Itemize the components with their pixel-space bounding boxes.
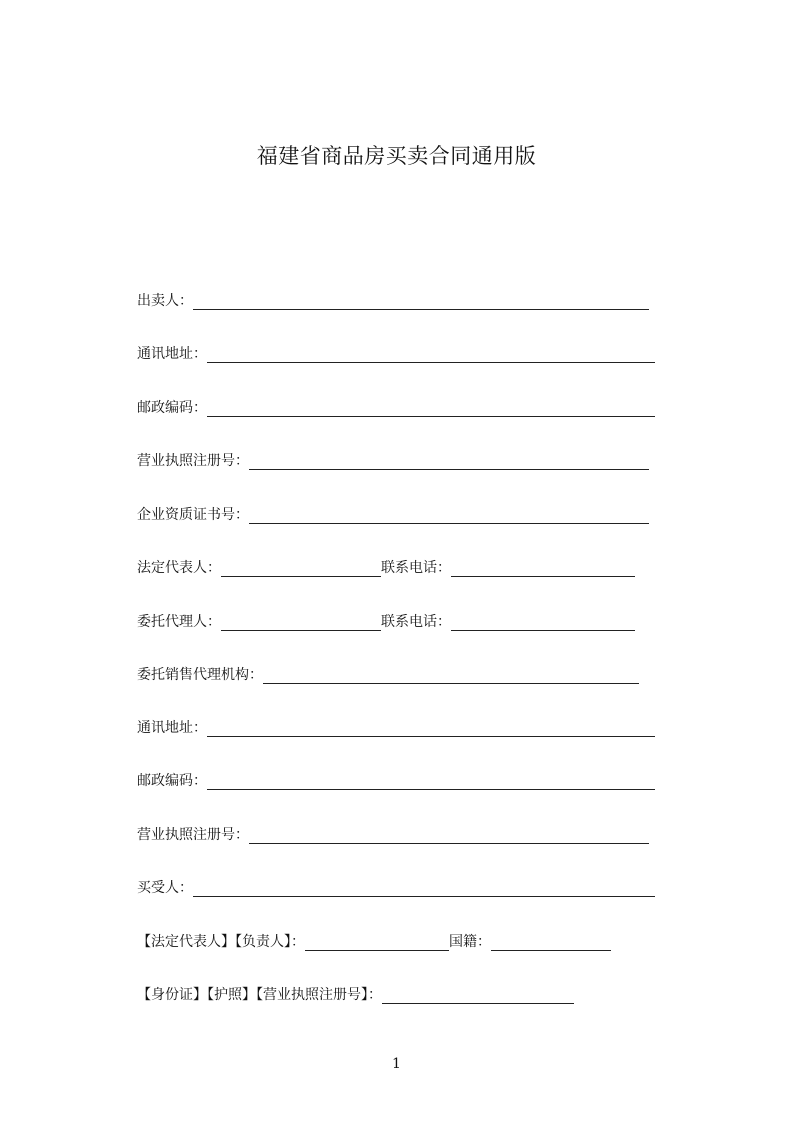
sales-agency-blank[interactable] xyxy=(263,667,639,684)
legal-rep-row xyxy=(137,555,635,577)
postcode-row-2 xyxy=(137,768,655,790)
sales-agency-row xyxy=(137,662,639,684)
nationality-blank[interactable] xyxy=(491,934,611,951)
phone-label-2: 联系电话： xyxy=(381,614,451,630)
document-title: 福建省商品房买卖合同通用版 xyxy=(256,144,537,168)
license-blank-2[interactable] xyxy=(249,827,649,844)
address-label-2: 通讯地址： xyxy=(137,720,207,736)
postcode-label-1: 邮政编码： xyxy=(137,400,207,416)
agent-row xyxy=(137,609,635,631)
license-blank-1[interactable] xyxy=(249,453,649,470)
postcode-label-2: 邮政编码： xyxy=(137,773,207,789)
seller-label: 出卖人： xyxy=(137,293,193,309)
rep-responsible-blank[interactable] xyxy=(305,934,449,951)
license-row-2 xyxy=(137,822,649,844)
rep-responsible-row xyxy=(137,929,611,951)
legal-rep-blank[interactable] xyxy=(221,560,381,577)
address-row-1 xyxy=(137,341,655,363)
buyer-blank[interactable] xyxy=(193,880,655,897)
qualification-blank[interactable] xyxy=(249,507,649,524)
license-label-2: 营业执照注册号： xyxy=(137,827,249,843)
page-number: 1 xyxy=(392,1056,401,1072)
address-blank-1[interactable] xyxy=(207,346,655,363)
qualification-row xyxy=(137,502,649,524)
rep-responsible-label: 【法定代表人】【负责人】： xyxy=(137,934,305,950)
id-documents-label: 【身份证】【护照】【营业执照注册号】： xyxy=(137,987,382,1003)
postcode-blank-2[interactable] xyxy=(207,773,655,790)
buyer-row xyxy=(137,875,655,897)
phone-blank-1[interactable] xyxy=(451,560,635,577)
id-documents-blank[interactable] xyxy=(382,987,574,1004)
nationality-label: 国籍： xyxy=(449,934,491,950)
postcode-blank-1[interactable] xyxy=(207,400,655,417)
address-blank-2[interactable] xyxy=(207,720,655,737)
qualification-label: 企业资质证书号： xyxy=(137,507,249,523)
legal-rep-label: 法定代表人： xyxy=(137,560,221,576)
phone-label-1: 联系电话： xyxy=(381,560,451,576)
license-label-1: 营业执照注册号： xyxy=(137,453,249,469)
seller-blank[interactable] xyxy=(193,293,649,310)
address-row-2 xyxy=(137,715,655,737)
agent-blank[interactable] xyxy=(221,614,381,631)
phone-blank-2[interactable] xyxy=(451,614,635,631)
license-row-1 xyxy=(137,448,649,470)
id-documents-row xyxy=(137,982,574,1004)
sales-agency-label: 委托销售代理机构： xyxy=(137,667,263,683)
postcode-row-1 xyxy=(137,395,655,417)
address-label-1: 通讯地址： xyxy=(137,346,207,362)
agent-label: 委托代理人： xyxy=(137,614,221,630)
seller-row xyxy=(137,288,649,310)
buyer-label: 买受人： xyxy=(137,880,193,896)
